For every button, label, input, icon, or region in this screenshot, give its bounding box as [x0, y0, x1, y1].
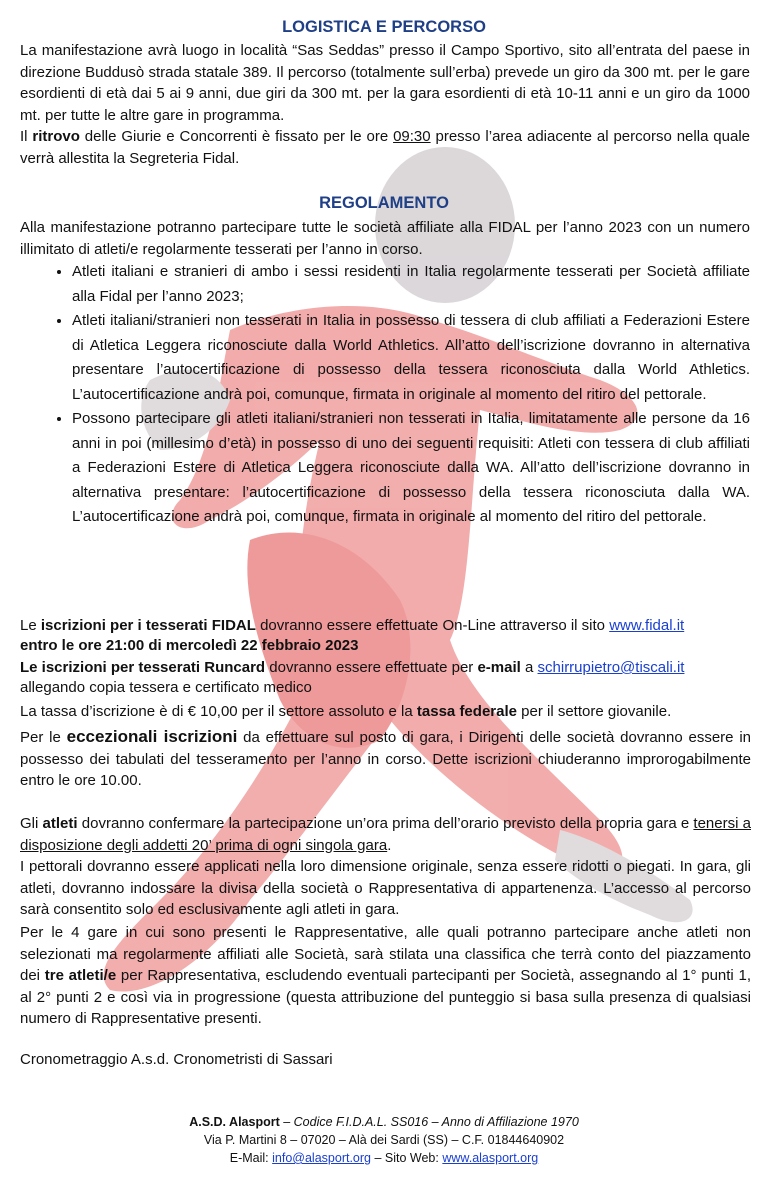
footer-website-link[interactable]: www.alasport.org	[442, 1151, 539, 1165]
ritrovo-paragraph: Il ritrovo delle Giurie e Concorrenti è fissato per le ore 09:30 presso l’area adiacente al percorso nella quale verrà allestita la Segreteria Fidal.	[20, 128, 750, 167]
pettorali-paragraph: I pettorali dovranno essere applicati nella loro dimensione originale, senza essere ridotti o piegati. In gara, gli atleti, dovranno indossare la divisa della società o Rappresentativa di appartenenza. L’accesso al percorso sarà consentito solo ed esclusivamente agli atleti in gara.	[20, 858, 751, 918]
fidal-link[interactable]: www.fidal.it	[609, 617, 685, 634]
cronometraggio-text: Cronometraggio A.s.d. Cronometristi di Sassari	[20, 1051, 333, 1068]
iscrizioni-runcard: Le iscrizioni per tesserati Runcard dovranno essere effettuate per e-mail a schirrupietro@tiscali.it allegando copia tessera e certificato medico	[20, 659, 685, 696]
list-item: • Atleti italiani e stranieri di ambo i sessi residenti in Italia regolarmente tesserati per Società affiliate alla Fidal per l’anno 2023;	[72, 260, 750, 309]
ritrovo-bold: ritrovo	[32, 128, 80, 145]
tassa-paragraph: La tassa d’iscrizione è di € 10,00 per il settore assoluto e la tassa federale per il settore giovanile.	[20, 703, 672, 720]
rappresentative-paragraph: Per le 4 gare in cui sono presenti le Rappresentative, alle quali potranno partecipare anche atleti non selezionati ma regolarmente affiliati alle Società, sarà stilata una classifica che terrà conto del piazzamento dei tre atleti/e per Rappresentativa, escludendo eventuali partecipanti per Società, assegnando al 1° punti 1, al 2° punti 2 e così via in progressione (questa attribuzione del punteggio si basa sulla presenza di qualsiasi numero di Rappresentative presenti.	[20, 924, 751, 1027]
regolamento-intro: Alla manifestazione potranno partecipare tutte le società affiliate alla FIDAL per l’anno 2023 con un numero illimitato di atleti/e regolarmente tesserati per l’anno in corso.	[20, 219, 750, 258]
list-item: • Possono partecipare gli atleti italiani/stranieri non tesserati in Italia, limitatamente alle persone da 16 anni in poi (millesimo d’età) in possesso di uno dei seguenti requisiti: Atleti con tessera di club affiliati a Federazioni Estere di Atletica Leggera riconosciute dalla WA. All’atto dell’iscrizione dovranno in alternativa presentare: l’autocertificazione di possesso della tessera riconosciuta dalla WA. L’autocertificazione andrà poi, comunque, firmata in originale al momento del ritiro del pettorale.	[72, 407, 750, 530]
footer-line-3: E-Mail: info@alasport.org – Sito Web: www.alasport.org	[229, 1151, 539, 1165]
footer-line-1: A.S.D. Alasport – Codice F.I.D.A.L. SS016 – Anno di Affiliazione 1970	[189, 1115, 579, 1129]
deadline-text: entro le ore 21:00 di mercoledì 22 febbraio 2023	[20, 637, 359, 654]
eccezionali-paragraph: Per le eccezionali iscrizioni da effettuare sul posto di gara, i Dirigenti delle società dovranno essere in possesso dei tabulati del tesseramento per l’anno in corso. Dette iscrizioni chiuderanno improrogabilmente entro le ore 10.00.	[20, 727, 751, 789]
section-title-regolamento: REGOLAMENTO	[319, 194, 449, 212]
requirements-list	[20, 260, 750, 530]
ritrovo-time: 09:30	[393, 128, 431, 145]
atleti-paragraph: Gli atleti dovranno confermare la partecipazione un’ora prima dell’orario previsto della propria gara e tenersi a disposizione degli addetti 20’ prima di ogni singola gara.	[20, 815, 751, 854]
footer-email-link[interactable]: info@alasport.org	[272, 1151, 371, 1165]
footer-line-2: Via P. Martini 8 – 07020 – Alà dei Sardi (SS) – C.F. 01844640902	[203, 1133, 565, 1147]
list-item: • Atleti italiani/stranieri non tesserati in Italia in possesso di tessera di club affiliati a Federazioni Estere di Atletica Leggera riconosciute dalla World Athletics. All’atto dell’iscrizione dovranno in alternativa presentare l’autocertificazione di possesso della tessera riconosciuta dalla World Athletics. L’autocertificazione andrà poi, comunque, firmata in originale al momento del ritiro del pettorale.	[72, 309, 750, 407]
section-title-logistica: LOGISTICA E PERCORSO	[282, 18, 486, 36]
footer	[0, 1113, 768, 1167]
logistica-paragraph: La manifestazione avrà luogo in località “Sas Seddas” presso il Campo Sportivo, sito all’entrata del paese in direzione Buddusò strada statale 389. Il percorso (totalmente sull’erba) prevede un giro da 300 mt. per le gare esordienti di età dai 5 ai 9 anni, due giri da 300 mt. per la gara esordienti di età 10-11 anni e un giro da 1000 mt. per tutte le altre gare in programma.	[20, 42, 750, 124]
iscrizioni-fidal: Le iscrizioni per i tesserati FIDAL dovranno essere effettuate On-Line attraverso il sito www.fidal.it entro le ore 21:00 di mercoledì 22 febbraio 2023	[20, 617, 685, 654]
runcard-email-link[interactable]: schirrupietro@tiscali.it	[537, 659, 685, 676]
